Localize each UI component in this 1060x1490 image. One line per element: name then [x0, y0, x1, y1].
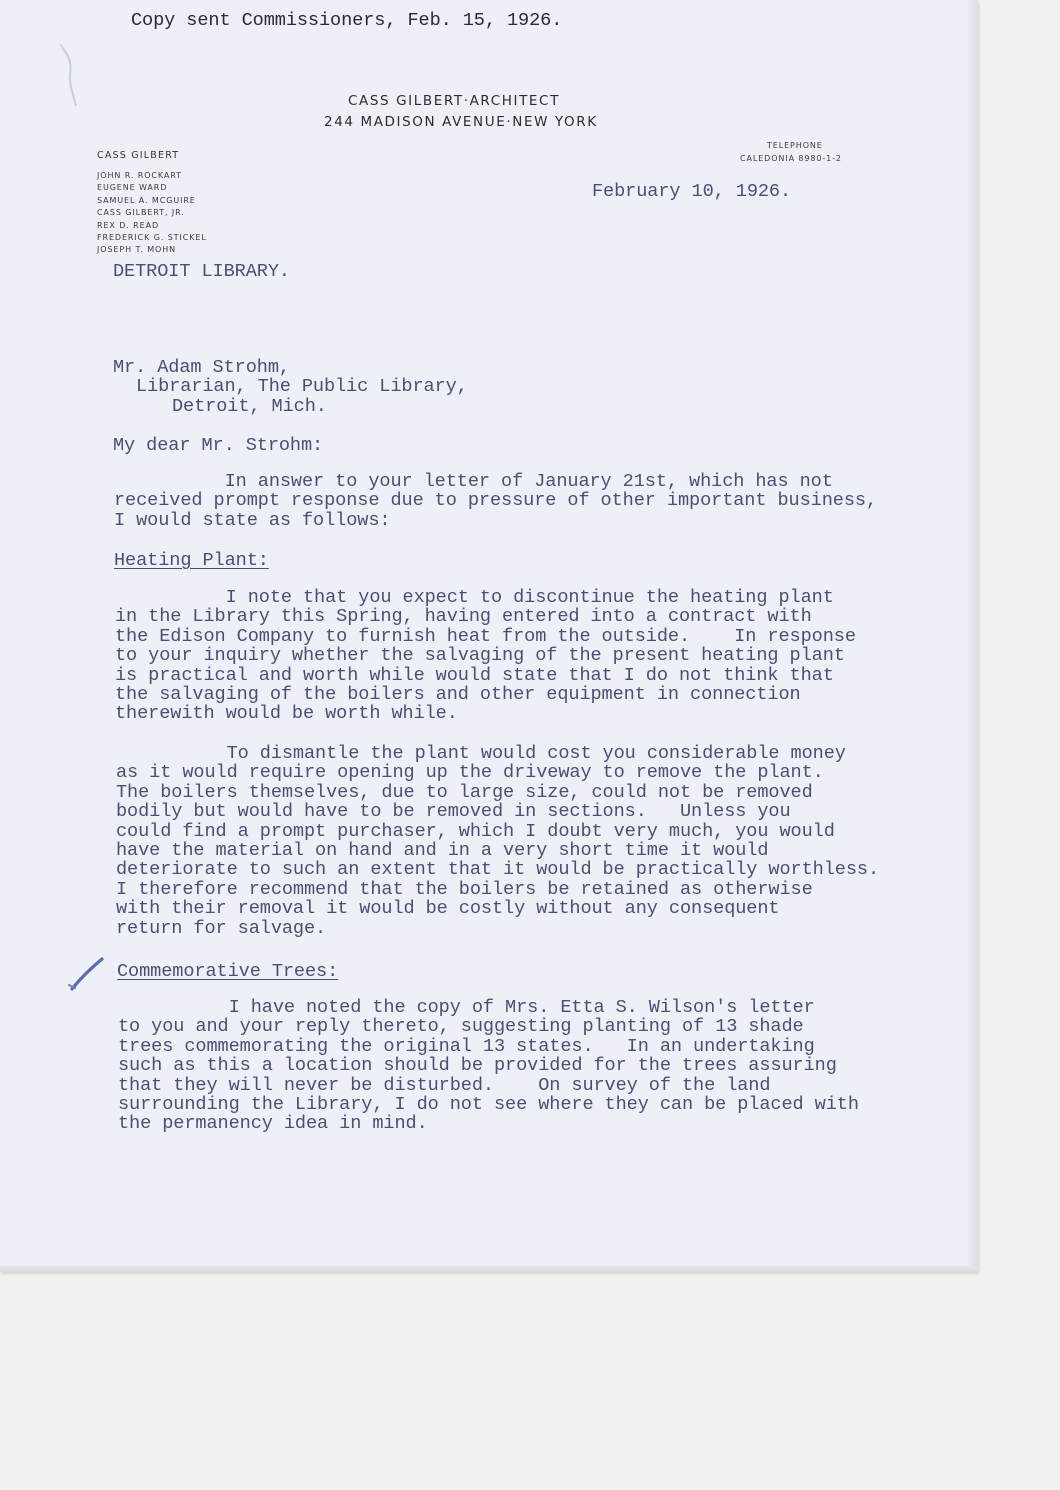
text-line: To dismantle the plant would cost you considerable money: [116, 743, 846, 764]
text-line: is practical and worth while would state that I do not think that: [115, 664, 834, 686]
text-line: surrounding the Library, I do not see where they can be placed with: [118, 1094, 859, 1116]
associate-name: FREDERICK G. STICKEL: [97, 233, 207, 243]
text-line: the Edison Company to furnish heat from the outside. In response: [115, 625, 856, 647]
text-line: In answer to your letter of January 21st, which has not: [114, 471, 833, 492]
heating-paragraph-2: [116, 744, 879, 938]
text-line: I have noted the copy of Mrs. Etta S. Wilson's letter: [118, 997, 815, 1018]
associate-name: SAMUEL A. MCGUIRE: [97, 195, 196, 205]
paper-right-edge: [968, 0, 978, 1272]
recipient-city: Detroit, Mich.: [172, 396, 327, 417]
paper-crease-mark: [58, 40, 88, 120]
text-line: could find a prompt purchaser, which I doubt very much, you would: [116, 820, 835, 842]
text-line: the salvaging of the boilers and other equipment in connection: [115, 684, 801, 706]
text-line: as it would require opening up the driveway to remove the plant.: [116, 762, 824, 784]
heating-paragraph-1: [115, 588, 856, 724]
associate-name: JOSEPH T. MOHN: [97, 245, 176, 255]
text-line: with their removal it would be costly without any consequent: [116, 898, 780, 920]
letter-date: February 10, 1926.: [592, 181, 792, 202]
text-line: in the Library this Spring, having entered into a contract with: [115, 606, 812, 628]
text-line: to your inquiry whether the salvaging of the present heating plant: [115, 645, 845, 667]
intro-paragraph: [114, 472, 877, 530]
letterhead-firm: CASS GILBERT·ARCHITECT: [348, 93, 560, 109]
reference-line: DETROIT LIBRARY.: [113, 261, 290, 282]
text-line: to you and your reply thereto, suggesting planting of 13 shade: [118, 1016, 804, 1038]
text-line: trees commemorating the original 13 states. In an undertaking: [118, 1035, 815, 1057]
copy-sent-note: Copy sent Commissioners, Feb. 15, 1926.: [131, 10, 563, 31]
text-line: The boilers themselves, due to large size, could not be removed: [116, 781, 813, 803]
text-line: bodily but would have to be removed in sections. Unless you: [116, 801, 791, 823]
paper-bottom-edge: [0, 1266, 978, 1272]
recipient-name: Mr. Adam Strohm,: [113, 357, 290, 378]
telephone-number: CALEDONIA 8980-1-2: [740, 154, 842, 163]
heading-heating-plant: Heating Plant:: [114, 550, 269, 571]
trees-paragraph: [118, 998, 859, 1134]
recipient-title: Librarian, The Public Library,: [136, 376, 468, 397]
text-line: have the material on hand and in a very short time it would: [116, 840, 769, 862]
associate-name: CASS GILBERT, JR.: [97, 208, 185, 218]
text-line: that they will never be disturbed. On survey of the land: [118, 1074, 771, 1096]
text-line: I would state as follows:: [114, 509, 391, 531]
letterhead-address: 244 MADISON AVENUE·NEW YORK: [324, 114, 598, 130]
letterhead-associates: [97, 170, 207, 257]
heading-commemorative-trees: Commemorative Trees:: [117, 961, 339, 982]
text-line: I therefore recommend that the boilers be retained as otherwise: [116, 878, 813, 900]
text-line: such as this a location should be provided for the trees assuring: [118, 1055, 837, 1077]
pencil-check-mark: [66, 955, 112, 995]
associate-name: JOHN R. ROCKART: [97, 171, 182, 180]
text-line: received prompt response due to pressure of other important business,: [114, 490, 878, 512]
associate-name: EUGENE WARD: [97, 183, 168, 193]
text-line: the permanency idea in mind.: [118, 1113, 428, 1135]
associate-name: REX D. READ: [97, 220, 160, 230]
telephone-label: TELEPHONE: [767, 141, 823, 150]
salutation: My dear Mr. Strohm:: [113, 435, 324, 456]
text-line: deteriorate to such an extent that it would be practically worthless.: [116, 859, 880, 881]
text-line: return for salvage.: [116, 917, 327, 939]
text-line: I note that you expect to discontinue the heating plant: [115, 587, 834, 608]
text-line: therewith would be worth while.: [115, 703, 458, 725]
letterhead-principal: CASS GILBERT: [97, 150, 180, 161]
